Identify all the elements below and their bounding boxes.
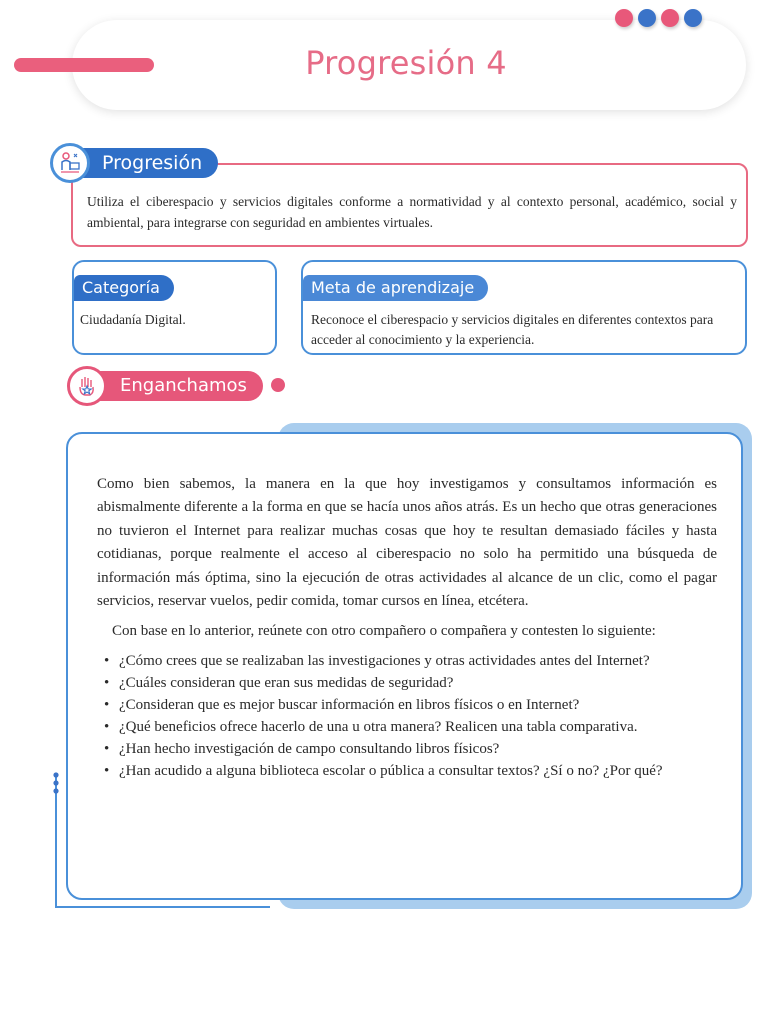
question-text: ¿Qué beneficios ofrece hacerlo de una u otra manera? Realicen una tabla comparativa. [119, 719, 638, 735]
reading-person-icon [50, 143, 90, 183]
list-item: • ¿Cuáles consideran que eran sus medidas de seguridad? [104, 675, 454, 691]
question-text: ¿Han hecho investigación de campo consultando libros físicos? [119, 741, 500, 757]
instruction-text: Con base en lo anterior, reúnete con otro compañero o compañera y contesten lo siguiente: [112, 623, 656, 639]
intro-paragraph: Como bien sabemos, la manera en la que hoy investigamos y consultamos información es abismalmente diferente a la forma en que se hacía unos años atrás. Es un hecho que otras generaciones no tuvieron el Internet para realizar muchas cosas que hoy te resultan demasiado fáciles y hasta cotidianas, porque realmente el acceso al ciberespacio no solo ha permitido una búsqueda de información más óptima, sino la ejecución de otras actividades al alcance de un clic, como el pagar servicios, reservar vuelos, pedir comida, tomar cursos en línea, etcétera. [97, 476, 717, 610]
question-text: ¿Cuáles consideran que eran sus medidas de seguridad? [119, 675, 454, 691]
vertical-dots-icon [50, 770, 62, 800]
categoria-text: Ciudadanía Digital. [80, 312, 186, 327]
list-item: • ¿Consideran que es mejor buscar información en libros físicos o en Internet? [104, 697, 580, 713]
question-text: ¿Consideran que es mejor buscar información en libros físicos o en Internet? [119, 697, 580, 713]
blue-dot-icon [638, 9, 656, 27]
list-item: • ¿Cómo crees que se realizaban las investigaciones y otras actividades antes del Internet? [104, 653, 650, 669]
pink-dot-icon [661, 9, 679, 27]
hand-star-icon [67, 366, 107, 406]
meta-label: Meta de aprendizaje [303, 275, 488, 301]
question-list [104, 650, 734, 782]
header-accent-bar [14, 58, 154, 72]
progresion-label: Progresión [76, 148, 218, 178]
question-text: ¿Han acudido a alguna biblioteca escolar o pública a consultar textos? ¿Sí o no? ¿Por qué? [119, 763, 663, 779]
enganchamos-label: Enganchamos [94, 371, 263, 401]
progresion-text: Utiliza el ciberespacio y servicios digitales conforme a normatividad y al contexto personal, académico, social y ambiental, para integrarse con seguridad en ambientes virtuales. [87, 194, 737, 230]
meta-text: Reconoce el ciberespacio y servicios digitales en diferentes contextos para acceder al conocimiento y la experiencia. [311, 312, 714, 347]
bottom-decorative-line [55, 906, 270, 908]
question-text: ¿Cómo crees que se realizaban las investigaciones y otras actividades antes del Internet? [119, 653, 650, 669]
page-title: Progresión 4 [305, 44, 507, 82]
pink-dot-icon [271, 378, 285, 392]
categoria-label: Categoría [74, 275, 174, 301]
list-item: • ¿Han hecho investigación de campo consultando libros físicos? [104, 741, 500, 757]
decorative-dots [615, 9, 702, 27]
blue-dot-icon [684, 9, 702, 27]
pink-dot-icon [615, 9, 633, 27]
list-item: • ¿Han acudido a alguna biblioteca escolar o pública a consultar textos? ¿Sí o no? ¿Por qué? [104, 763, 663, 779]
list-item: • ¿Qué beneficios ofrece hacerlo de una u otra manera? Realicen una tabla comparativa. [104, 719, 638, 735]
